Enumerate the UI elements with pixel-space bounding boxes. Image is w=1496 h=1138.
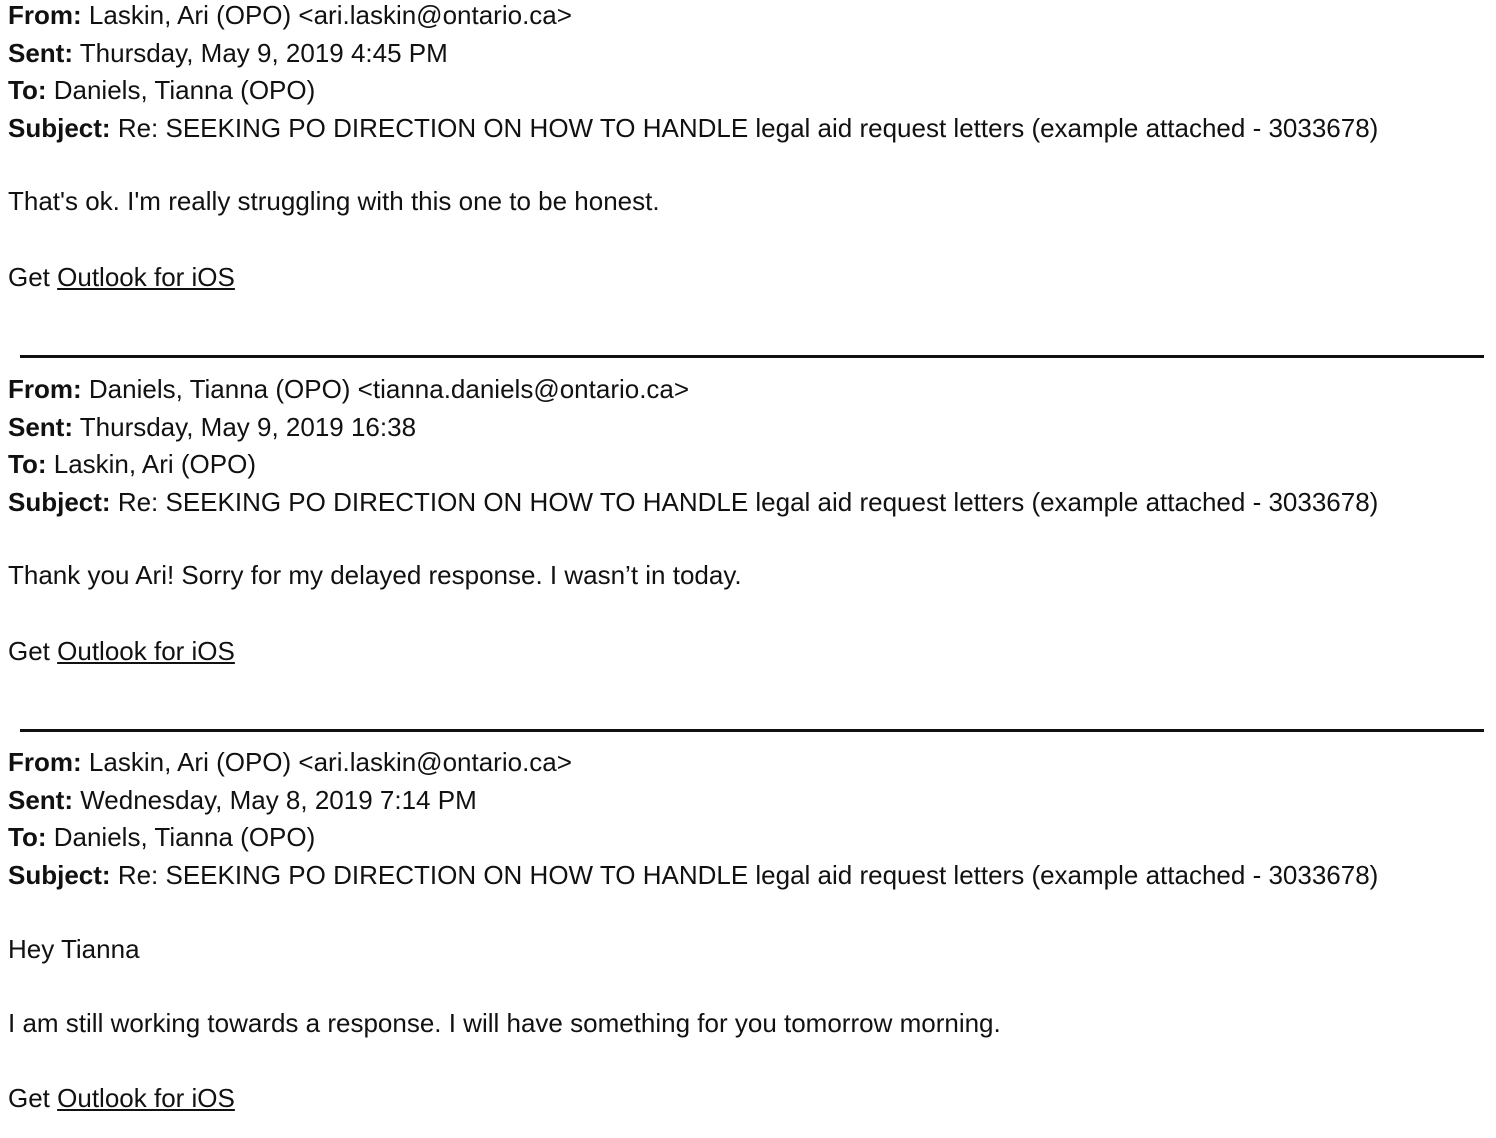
header-to — [8, 449, 256, 479]
sent-label: Sent: — [8, 37, 73, 68]
subject-label: Subject: — [8, 112, 111, 143]
from-label: From: — [8, 747, 82, 777]
from-label: From: — [8, 374, 82, 404]
from-value: Daniels, Tianna (OPO) <tianna.daniels@ontario.ca> — [88, 374, 690, 404]
to-value: Laskin, Ari (OPO) — [53, 449, 257, 479]
outlook-ios-link[interactable]: Outlook for iOS — [57, 262, 235, 292]
subject-value: Re: SEEKING PO DIRECTION ON HOW TO HANDLE legal aid request letters (example attached - 3033678) — [117, 859, 1379, 890]
header-sent — [8, 785, 477, 815]
body-text: Hey Tianna — [8, 934, 140, 964]
sent-value: Thursday, May 9, 2019 4:45 PM — [79, 37, 448, 68]
separator — [20, 729, 1484, 732]
subject-value: Re: SEEKING PO DIRECTION ON HOW TO HANDLE legal aid request letters (example attached - 3033678) — [117, 112, 1379, 143]
sent-value: Thursday, May 9, 2019 16:38 — [79, 411, 417, 442]
signature-prefix: Get — [8, 636, 58, 666]
to-label: To: — [8, 75, 47, 105]
to-value: Daniels, Tianna (OPO) — [53, 822, 316, 852]
sent-label: Sent: — [8, 784, 73, 815]
signature — [8, 262, 235, 292]
sent-label: Sent: — [8, 411, 73, 442]
body-text: I am still working towards a response. I will have something for you tomorrow morning. — [8, 1008, 1001, 1038]
to-label: To: — [8, 822, 47, 852]
from-value: Laskin, Ari (OPO) <ari.laskin@ontario.ca> — [88, 0, 572, 30]
signature-prefix: Get — [8, 1083, 58, 1113]
header-to — [8, 822, 315, 852]
header-from — [8, 0, 572, 30]
sent-value: Wednesday, May 8, 2019 7:14 PM — [80, 784, 477, 815]
header-subject — [8, 860, 1378, 890]
subject-value: Re: SEEKING PO DIRECTION ON HOW TO HANDLE legal aid request letters (example attached - 3033678) — [117, 486, 1379, 517]
outlook-ios-link[interactable]: Outlook for iOS — [57, 636, 235, 666]
subject-label: Subject: — [8, 859, 111, 890]
header-sent — [8, 412, 416, 442]
body-text: Thank you Ari! Sorry for my delayed response. I wasn’t in today. — [8, 560, 742, 590]
body-text: That's ok. I'm really struggling with this one to be honest. — [8, 186, 660, 216]
header-from — [8, 747, 572, 777]
header-sent — [8, 38, 448, 68]
outlook-ios-link[interactable]: Outlook for iOS — [57, 1083, 235, 1113]
subject-label: Subject: — [8, 486, 111, 517]
separator — [20, 355, 1484, 358]
from-label: From: — [8, 0, 82, 30]
signature — [8, 1083, 235, 1113]
to-value: Daniels, Tianna (OPO) — [53, 75, 316, 105]
signature — [8, 636, 235, 666]
header-subject — [8, 487, 1378, 517]
to-label: To: — [8, 449, 47, 479]
from-value: Laskin, Ari (OPO) <ari.laskin@ontario.ca> — [88, 747, 572, 777]
signature-prefix: Get — [8, 262, 58, 292]
header-from — [8, 374, 689, 404]
header-to — [8, 75, 315, 105]
header-subject — [8, 113, 1378, 143]
